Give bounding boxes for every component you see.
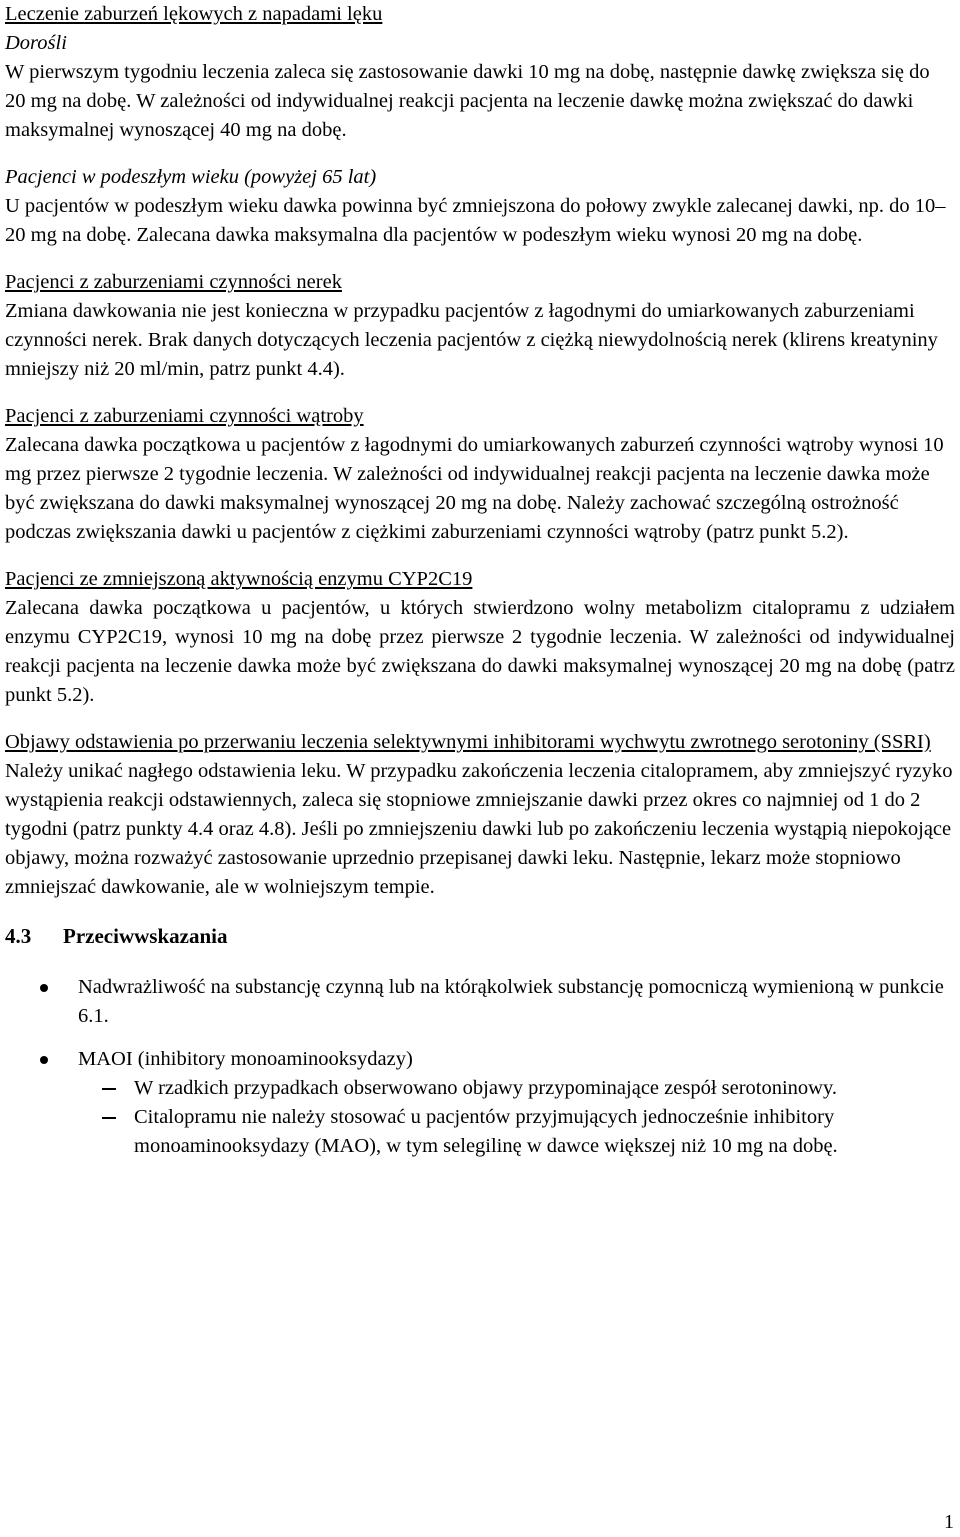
withdrawal-heading: Objawy odstawienia po przerwaniu leczenia selektywnymi inhibitorami wychwytu zwrotnego serotoniny (SSRI): [5, 731, 931, 753]
anxiety-title: Leczenie zaburzeń lękowych z napadami lęku: [5, 3, 383, 25]
bullet-icon: [40, 984, 48, 992]
adults-heading: Dorośli: [5, 32, 67, 54]
cyp-heading: Pacjenci ze zmniejszoną aktywnością enzymu CYP2C19: [5, 568, 473, 590]
sublist-item: [76, 1074, 955, 1103]
renal-text: Zmiana dawkowania nie jest konieczna w przypadku pacjentów z łagodnymi do umiarkowanych zaburzeniami czynności nerek. Brak danych dotyczących leczenia pacjentów z ciężką niewydolnością nerek (klirens kreatyniny mniejszy niż 20 ml/min, patrz punkt 4.4).: [5, 300, 938, 380]
maoi-sublist: [78, 1074, 955, 1161]
anxiety-section: [5, 0, 955, 145]
dash-icon: [102, 1088, 116, 1090]
sublist-item-text: Citalopramu nie należy stosować u pacjentów przyjmujących jednocześnie inhibitory monoaminooksydazy (MAO), w tym selegilinę w dawce większej niż 10 mg na dobę.: [134, 1106, 838, 1157]
withdrawal-section: [5, 728, 955, 902]
section-number: 4.3: [5, 924, 32, 948]
elderly-text: U pacjentów w podeszłym wieku dawka powinna być zmniejszona do połowy zwykle zalecanej dawki, np. do 10–20 mg na dobę. Zalecana dawka maksymalna dla pacjentów w podeszłym wieku wynosi 20 mg na dobę.: [5, 195, 946, 246]
cyp-text: Zalecana dawka początkowa u pacjentów, u których stwierdzono wolny metabolizm citalopramu z udziałem enzymu CYP2C19, wynosi 10 mg na dobę przez pierwsze 2 tygodnie leczenia. W zależności od indywidualnej reakcji pacjenta na leczenie dawka może być zwiększana do dawki maksymalnej wynoszącej 20 mg na dobę (patrz punkt 5.2).: [5, 597, 955, 706]
hepatic-text: Zalecana dawka początkowa u pacjentów z łagodnymi do umiarkowanych zaburzeń czynności wątroby wynosi 10 mg przez pierwsze 2 tygodnie leczenia. W zależności od indywidualnej reakcji pacjenta na leczenie dawka może być zwiększana do dawki maksymalnej wynoszącej 20 mg na dobę. Należy zachować szczególną ostrożność podczas zwiększania dawki u pacjentów z ciężkimi zaburzeniami czynności wątroby (patrz punkt 5.2).: [5, 434, 944, 543]
elderly-heading: Pacjenci w podeszłym wieku (powyżej 65 lat): [5, 166, 377, 188]
dash-icon: [102, 1117, 116, 1119]
sublist-item: [76, 1103, 955, 1161]
page-number: 1: [944, 1511, 954, 1533]
list-item: [5, 1045, 955, 1161]
withdrawal-text: Należy unikać nagłego odstawienia leku. W przypadku zakończenia leczenia citalopramem, aby zmniejszyć ryzyko wystąpienia reakcji odstawiennych, zaleca się stopniowe zmniejszanie dawki przez okres co najmniej od 1 do 2 tygodni (patrz punkty 4.4 oraz 4.8). Jeśli po zmniejszeniu dawki lub po zakończeniu leczenia wystąpią niepokojące objawy, można rozważyć zastosowanie uprzednio przepisanej dawki leku. Następnie, lekarz może stopniowo zmniejszać dawkowanie, ale w wolniejszym tempie.: [5, 760, 953, 898]
renal-heading: Pacjenci z zaburzeniami czynności nerek: [5, 271, 342, 293]
renal-section: [5, 268, 955, 384]
hepatic-heading: Pacjenci z zaburzeniami czynności wątroby: [5, 405, 364, 427]
elderly-section: [5, 163, 955, 250]
adults-text: W pierwszym tygodniu leczenia zaleca się zastosowanie dawki 10 mg na dobę, następnie dawkę zwiększa się do 20 mg na dobę. W zależności od indywidualnej reakcji pacjenta na leczenie dawkę można zwiększać do dawki maksymalnej wynoszącej 40 mg na dobę.: [5, 61, 930, 141]
list-item-text: Nadwrażliwość na substancję czynną lub na którąkolwiek substancję pomocniczą wymienioną w punkcie 6.1.: [78, 976, 944, 1027]
list-item: [5, 973, 955, 1031]
document-page: [5, 0, 955, 1175]
bullet-icon: [40, 1056, 48, 1064]
contraindications-list: [5, 973, 955, 1161]
contraindications-heading: [5, 922, 955, 951]
list-item-text: MAOI (inhibitory monoaminooksydazy): [78, 1048, 413, 1070]
hepatic-section: [5, 402, 955, 547]
cyp-section: [5, 565, 955, 710]
section-title: Przeciwwskazania: [63, 924, 228, 948]
sublist-item-text: W rzadkich przypadkach obserwowano objawy przypominające zespół serotoninowy.: [134, 1077, 838, 1099]
